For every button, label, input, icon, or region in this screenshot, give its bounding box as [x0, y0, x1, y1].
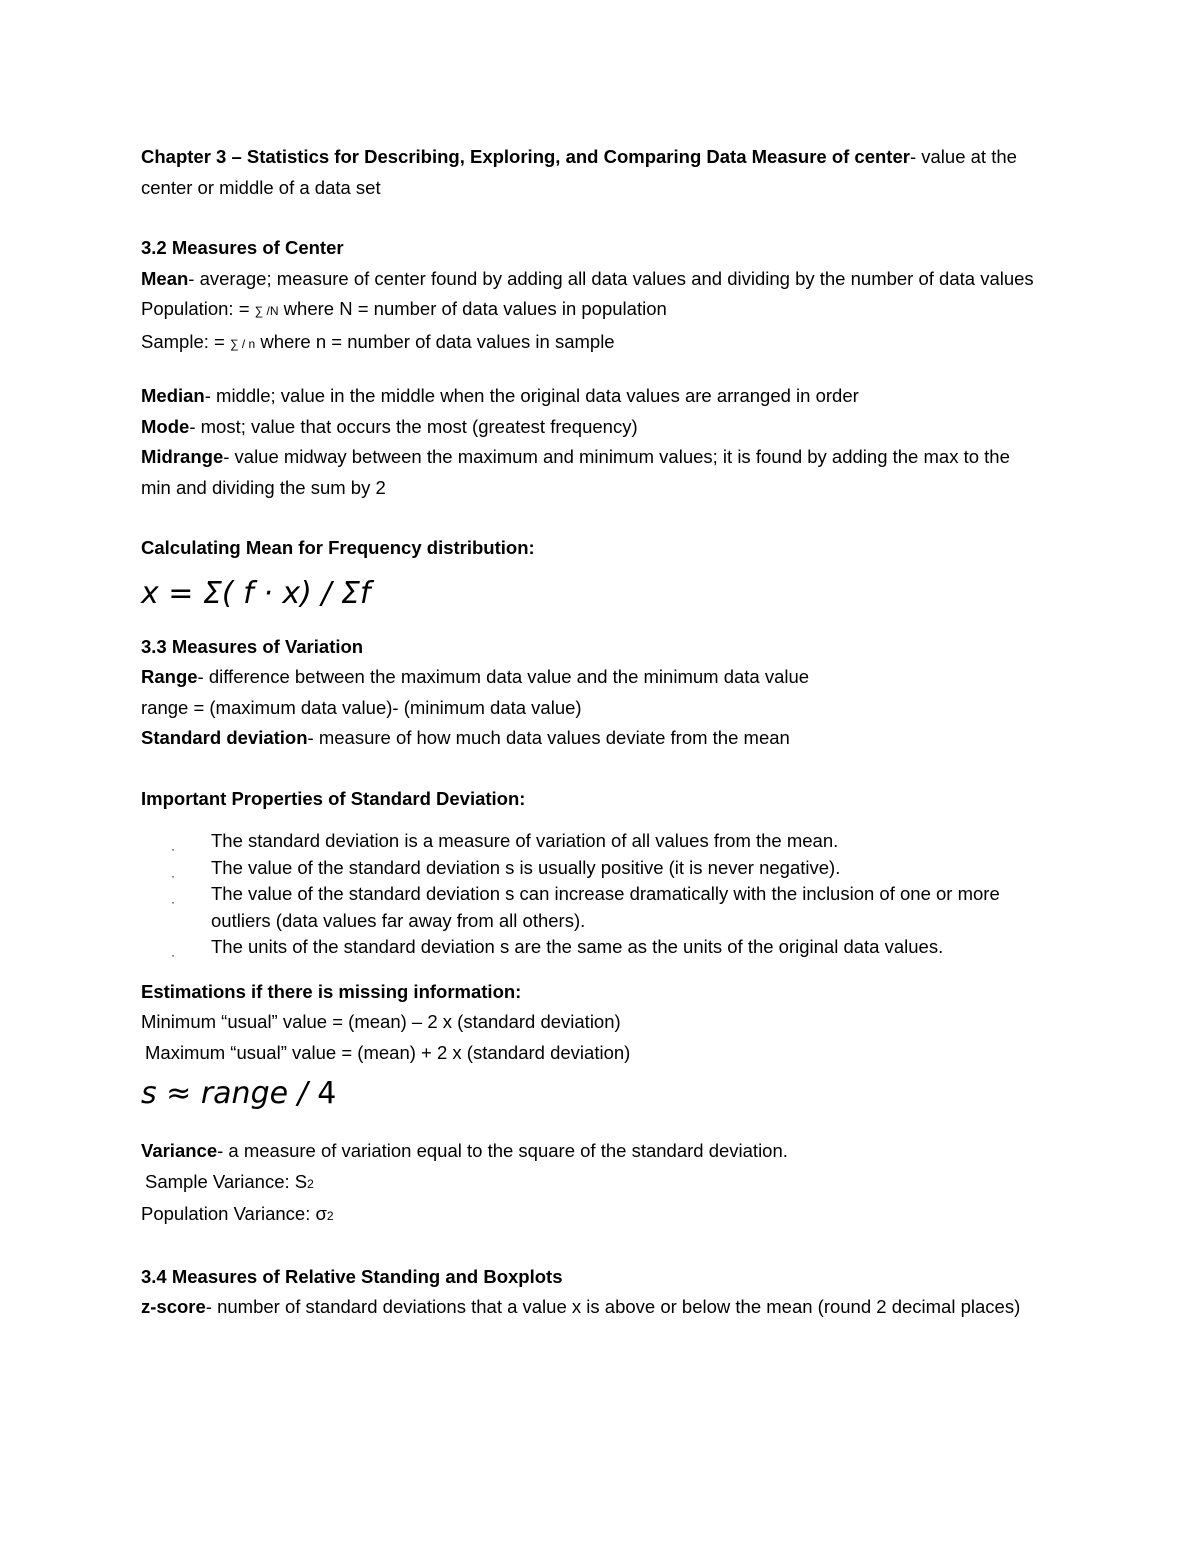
- sd-properties-heading: Important Properties of Standard Deviation:: [141, 787, 526, 809]
- sample-variance-label: Sample Variance: S: [145, 1170, 308, 1192]
- variance-definition: [141, 1136, 1041, 1167]
- population-rest: where N = number of data values in population: [278, 298, 667, 319]
- median-definition: [141, 381, 1041, 412]
- zscore-def: - number of standard deviations that a value x is above or below the mean (round 2 decimal places): [205, 1296, 1021, 1317]
- chapter-title-line2: center or middle of a data set: [141, 176, 381, 198]
- range-def: - difference between the maximum data value and the minimum data value: [197, 666, 810, 687]
- frequency-mean-heading: Calculating Mean for Frequency distribution:: [141, 537, 535, 558]
- midrange-term: Midrange: [141, 446, 224, 467]
- list-item: [141, 881, 1041, 934]
- list-item-text: The units of the standard deviation s are the same as the units of the original data values.: [211, 936, 944, 957]
- bullet-icon: ·: [171, 948, 175, 962]
- zscore-definition: [141, 1292, 1041, 1323]
- estimations-heading: Estimations if there is missing information:: [141, 980, 522, 1002]
- sample-variance-sub: 2: [307, 1176, 314, 1191]
- median-def: - middle; value in the middle when the original data values are arranged in order: [204, 385, 859, 406]
- list-item: [141, 828, 1041, 855]
- population-label: Population: =: [141, 298, 255, 319]
- median-term: Median: [141, 385, 205, 406]
- variance-def: - a measure of variation equal to the square of the standard deviation.: [217, 1140, 788, 1161]
- bullet-icon: ·: [171, 895, 175, 909]
- sd-def: - measure of how much data values deviate from the mean: [307, 727, 790, 748]
- population-sigma: ∑ /N: [254, 304, 279, 318]
- sd-properties-list: [141, 828, 1041, 961]
- frequency-mean-formula: x = Σ( f · x) / Σf: [141, 575, 371, 611]
- zscore-term: z-score: [141, 1296, 206, 1317]
- chapter-title: [141, 142, 1041, 173]
- chapter-title-bold: Chapter 3 – Statistics for Describing, Exploring, and Comparing Data Measure of center: [141, 146, 910, 167]
- population-mean-formula: [141, 294, 1041, 327]
- sample-sigma: ∑ / n: [229, 336, 256, 351]
- sample-rest: where n = number of data values in sample: [255, 330, 615, 352]
- list-item: [141, 934, 1041, 961]
- midrange-def: - value midway between the maximum and minimum values; it is found by adding the max to the min and dividing the sum by 2: [141, 446, 1010, 498]
- population-variance-sub: 2: [326, 1209, 334, 1223]
- range-term: Range: [141, 666, 198, 687]
- sample-mean-formula: [141, 327, 1041, 360]
- range-definition: [141, 662, 1041, 693]
- range-rule-number: 4: [307, 1076, 337, 1111]
- mode-definition: [141, 412, 1041, 443]
- document-body: [141, 142, 1041, 1323]
- section-heading-3-3: 3.3 Measures of Variation: [141, 635, 364, 657]
- mode-term: Mode: [141, 415, 190, 437]
- sample-variance: [141, 1167, 1041, 1200]
- range-formula: range = (maximum data value)- (minimum data value): [141, 696, 582, 718]
- list-item: [141, 855, 1041, 882]
- chapter-title-rest: - value at the: [909, 146, 1017, 167]
- variance-term: Variance: [141, 1140, 218, 1161]
- population-variance: [141, 1199, 1041, 1232]
- maximum-usual-formula: Maximum “usual” value = (mean) + 2 x (standard deviation): [145, 1041, 631, 1063]
- sample-label: Sample: =: [141, 330, 230, 352]
- list-item-text: The value of the standard deviation s can increase dramatically with the inclusion of one or more outliers (data values far away from all others).: [211, 883, 1000, 931]
- minimum-usual-formula: Minimum “usual” value = (mean) – 2 x (standard deviation): [141, 1011, 621, 1032]
- range-rule-italic: s ≈ range /: [141, 1076, 308, 1111]
- population-variance-label: Population Variance: σ: [141, 1203, 327, 1224]
- list-item-text: The standard deviation is a measure of variation of all values from the mean.: [211, 830, 839, 851]
- sd-definition: [141, 723, 1041, 754]
- list-item-text: The value of the standard deviation s is usually positive (it is never negative).: [211, 856, 841, 878]
- bullet-icon: ·: [171, 842, 175, 856]
- sd-term: Standard deviation: [141, 727, 308, 748]
- mode-def: - most; value that occurs the most (greatest frequency): [189, 415, 638, 437]
- section-heading-3-2: 3.2 Measures of Center: [141, 237, 344, 258]
- section-heading-3-4: 3.4 Measures of Relative Standing and Boxplots: [141, 1265, 563, 1287]
- range-rule-formula: [141, 1074, 1041, 1114]
- mean-term: Mean: [141, 267, 189, 289]
- mean-definition: [141, 264, 1041, 295]
- mean-def: - average; measure of center found by adding all data values and dividing by the number of data values: [188, 267, 1034, 289]
- midrange-definition: [141, 442, 1041, 503]
- bullet-icon: ·: [171, 868, 175, 883]
